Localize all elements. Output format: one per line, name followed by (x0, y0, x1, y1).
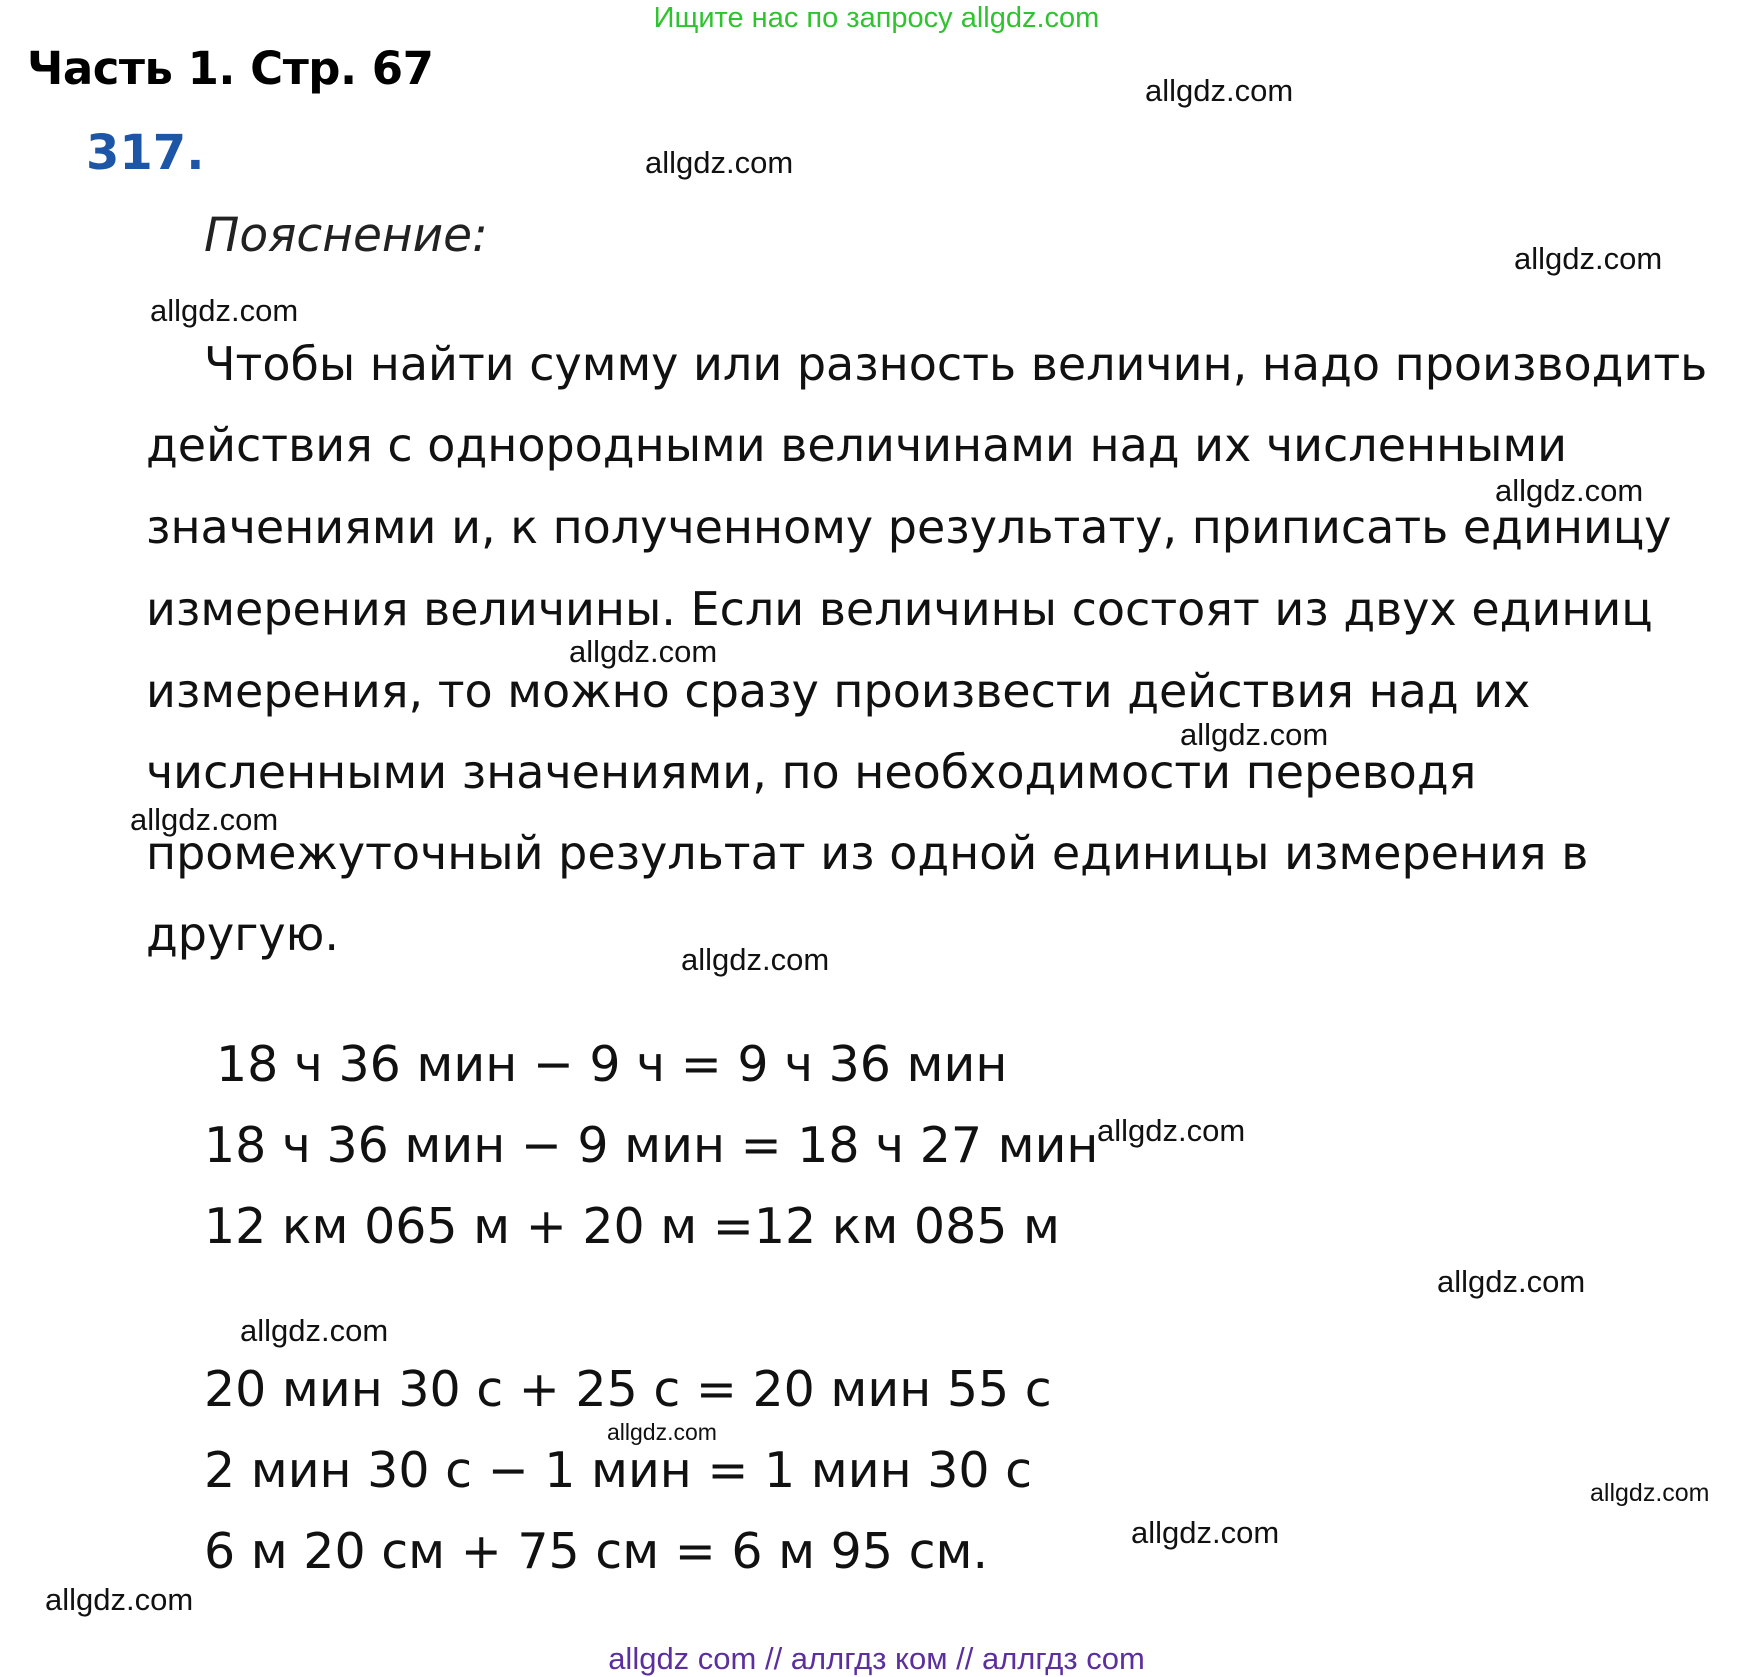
top-banner: Ищите нас по запросу allgdz.com (653, 2, 1100, 34)
explanation-line: действия с однородными величинами над их численными (146, 418, 1568, 472)
watermark: allgdz.com (681, 942, 830, 977)
calculation-line: 18 ч 36 мин − 9 мин = 18 ч 27 мин (204, 1117, 1099, 1174)
watermark: allgdz.com (150, 293, 299, 328)
watermark: allgdz.com (1145, 73, 1294, 108)
watermark: allgdz.com (130, 802, 279, 837)
calculation-line: 2 мин 30 с − 1 мин = 1 мин 30 с (204, 1442, 1033, 1499)
watermark: allgdz.com (1097, 1113, 1246, 1148)
explanation-line: измерения, то можно сразу произвести действия над их (146, 664, 1531, 718)
watermark: allgdz.com (645, 145, 794, 180)
watermark: allgdz.com (569, 634, 718, 669)
footer-watermark: allgdz com // аллгдз ком // аллгдз com (608, 1641, 1145, 1676)
calculation-line: 20 мин 30 с + 25 с = 20 мин 55 с (204, 1361, 1052, 1418)
explanation-line: численными значениями, по необходимости переводя (146, 745, 1477, 799)
explanation-line: измерения величины. Если величины состоят из двух единиц (146, 582, 1653, 636)
explanation-heading: Пояснение: (204, 208, 488, 263)
watermark: allgdz.com (1131, 1515, 1280, 1550)
watermark: allgdz.com (1180, 717, 1329, 752)
watermark: allgdz.com (45, 1582, 194, 1617)
watermark: allgdz.com (1495, 473, 1644, 508)
watermark: allgdz.com (240, 1313, 389, 1348)
explanation-line: другую. (146, 907, 339, 961)
task-number: 317. (86, 125, 205, 181)
explanation-line: Чтобы найти сумму или разность величин, надо производить (204, 337, 1708, 391)
calculation-line: 12 км 065 м + 20 м =12 км 085 м (204, 1198, 1060, 1255)
explanation-line: значениями и, к полученному результату, приписать единицу (146, 500, 1672, 554)
watermark: allgdz.com (607, 1419, 717, 1445)
calculation-line: 6 м 20 см + 75 см = 6 м 95 см. (204, 1523, 989, 1580)
page-title: Часть 1. Стр. 67 (27, 42, 434, 95)
watermark: allgdz.com (1437, 1264, 1586, 1299)
watermark: allgdz.com (1590, 1479, 1710, 1507)
calculation-line: 18 ч 36 мин − 9 ч = 9 ч 36 мин (216, 1036, 1008, 1093)
explanation-line: промежуточный результат из одной единицы измерения в (146, 826, 1589, 880)
watermark: allgdz.com (1514, 241, 1663, 276)
